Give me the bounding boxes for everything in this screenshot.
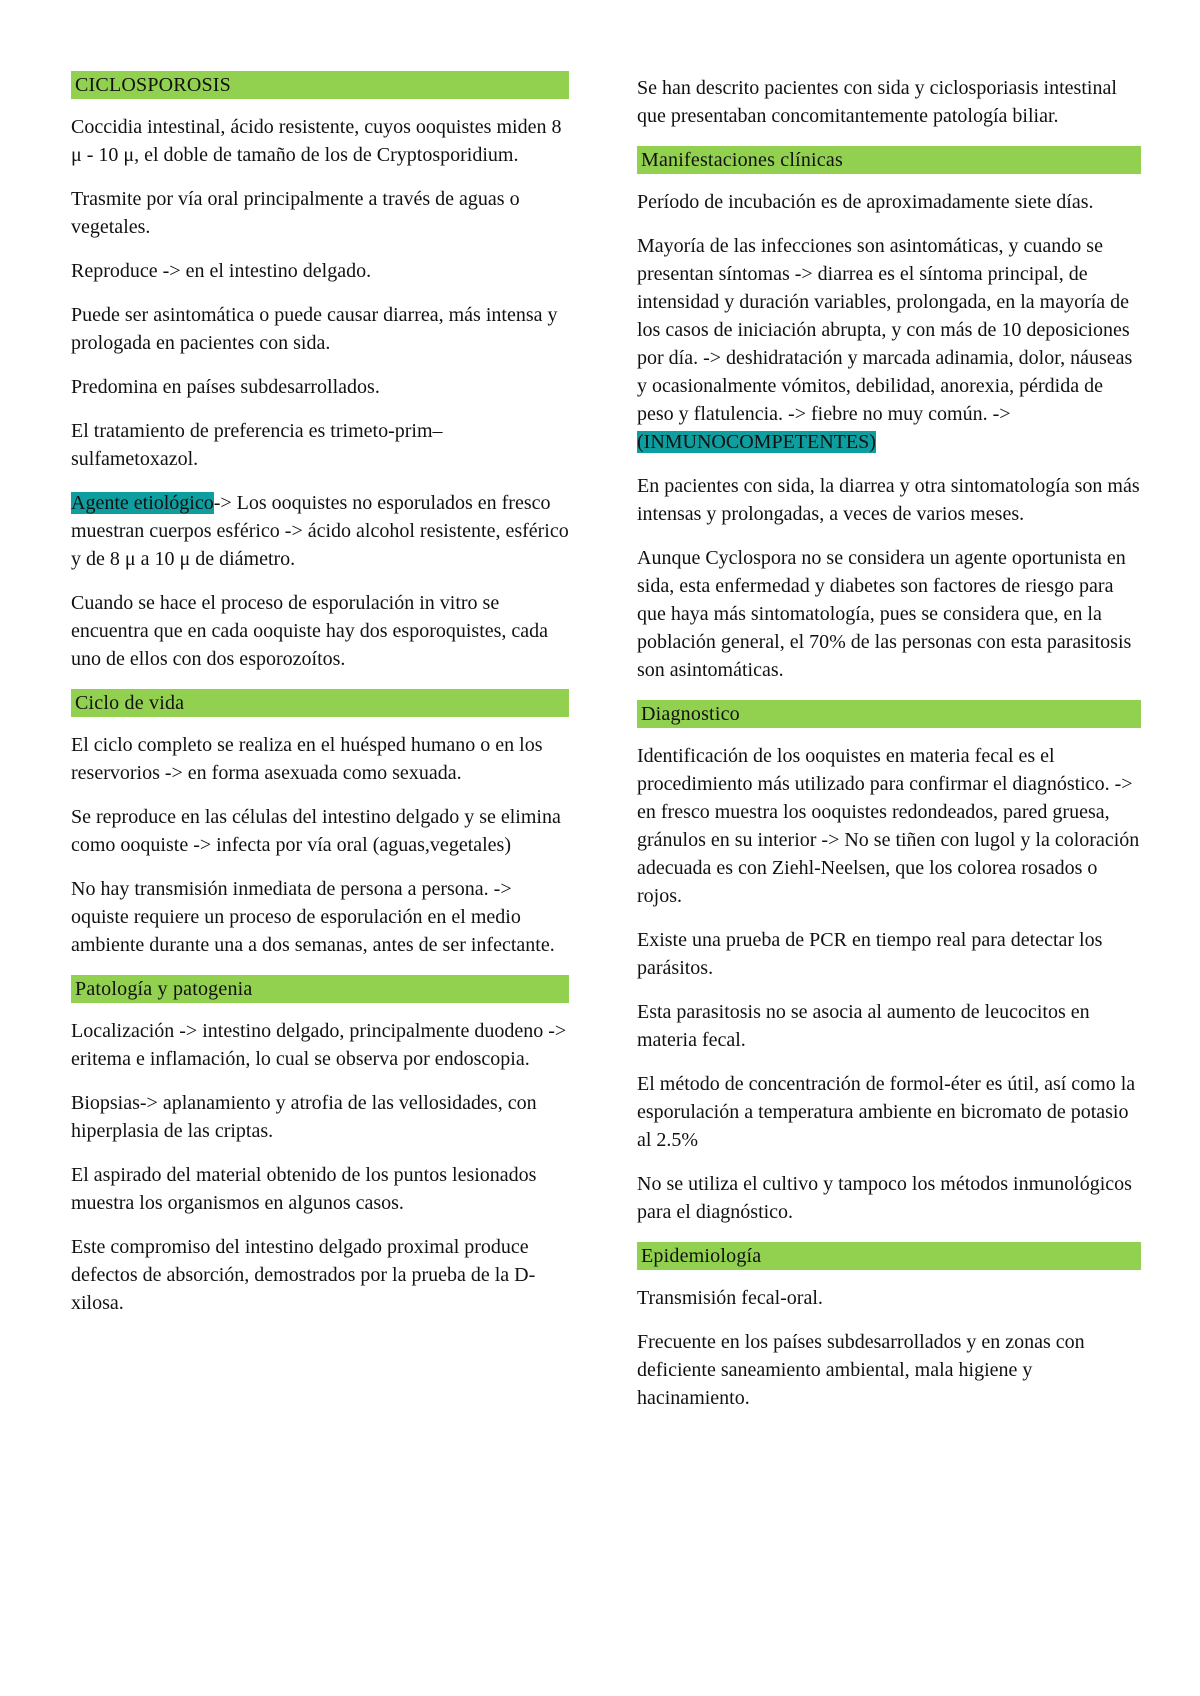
paragraph: Localización -> intestino delgado, principalmente duodeno -> eritema e inflamación, lo cual se observa por endoscopia. <box>71 1020 567 1070</box>
paragraph: Biopsias-> aplanamiento y atrofia de las vellosidades, con hiperplasia de las criptas. <box>71 1092 537 1142</box>
paragraph: No se utiliza el cultivo y tampoco los métodos inmunológicos para el diagnóstico. <box>637 1173 1132 1223</box>
paragraph: Predomina en países subdesarrollados. <box>71 376 380 398</box>
paragraph: Esta parasitosis no se asocia al aumento de leucocitos en materia fecal. <box>637 1001 1090 1051</box>
paragraph: Se han descrito pacientes con sida y ciclosporiasis intestinal que presentaban concomitantemente patología biliar. <box>637 77 1117 127</box>
section-heading-ciclo-de-vida: Ciclo de vida <box>71 689 569 717</box>
paragraph: Se reproduce en las células del intestino delgado y se elimina como ooquiste -> infecta por vía oral (aguas,vegetales) <box>71 806 561 856</box>
section-heading-epidemiologia: Epidemiología <box>637 1242 1141 1270</box>
paragraph: No hay transmisión inmediata de persona a persona. -> oquiste requiere un proceso de esporulación en el medio ambiente durante una a dos semanas, antes de ser infectante. <box>71 878 555 956</box>
left-column <box>71 71 569 1333</box>
paragraph: Transmisión fecal-oral. <box>637 1287 823 1309</box>
section-heading-patologia: Patología y patogenia <box>71 975 569 1003</box>
section-heading-diagnostico: Diagnostico <box>637 700 1141 728</box>
paragraph: Reproduce -> en el intestino delgado. <box>71 260 372 282</box>
paragraph: Trasmite por vía oral principalmente a través de aguas o vegetales. <box>71 188 520 238</box>
paragraph: En pacientes con sida, la diarrea y otra sintomatología son más intensas y prolongadas, a veces de varios meses. <box>637 475 1140 525</box>
paragraph: Coccidia intestinal, ácido resistente, cuyos ooquistes miden 8 μ - 10 μ, el doble de tamaño de los de Cryptosporidium. <box>71 116 562 166</box>
mayoria-text: Mayoría de las infecciones son asintomáticas, y cuando se presentan síntomas -> diarrea es el síntoma principal, de intensidad y duración variables, prolongada, en la mayoría de los casos de iniciación abrupta, y con más de 10 deposiciones por día. -> deshidratación y marcada adinamia, dolor, náuseas y ocasionalmente vómitos, debilidad, anorexia, pérdida de peso y flatulencia. -> fiebre no muy común. -> <box>637 235 1133 425</box>
paragraph: Aunque Cyclospora no se considera un agente oportunista en sida, esta enfermedad y diabetes son factores de riesgo para que haya más sintomatología, pues se considera que, en la población general, el 70% de las personas con esta parasitosis son asintomáticas. <box>637 547 1132 681</box>
paragraph: Existe una prueba de PCR en tiempo real para detectar los parásitos. <box>637 929 1103 979</box>
paragraph: Este compromiso del intestino delgado proximal produce defectos de absorción, demostrados por la prueba de la D-xilosa. <box>71 1236 536 1314</box>
highlight-inmunocompetentes: (INMUNOCOMPETENTES) <box>637 431 876 453</box>
right-column <box>637 74 1141 1428</box>
paragraph: Frecuente en los países subdesarrollados y en zonas con deficiente saneamiento ambiental, mala higiene y hacinamiento. <box>637 1331 1085 1409</box>
section-heading-manifestaciones: Manifestaciones clínicas <box>637 146 1141 174</box>
section-heading-ciclosporosis: CICLOSPOROSIS <box>71 71 569 99</box>
paragraph: Cuando se hace el proceso de esporulación in vitro se encuentra que en cada ooquiste hay dos esporoquistes, cada uno de ellos con dos esporozoítos. <box>71 592 549 670</box>
paragraph-agente <box>71 489 569 573</box>
paragraph: El aspirado del material obtenido de los puntos lesionados muestra los organismos en algunos casos. <box>71 1164 537 1214</box>
paragraph: El método de concentración de formol-éter es útil, así como la esporulación a temperatura ambiente en bicromato de potasio al 2.5% <box>637 1073 1136 1151</box>
agente-text: -> Los ooquistes no esporulados en fresco muestran cuerpos esférico -> ácido alcohol resistente, esférico y de 8 μ a 10 μ de diámetro. <box>71 492 569 570</box>
paragraph: El ciclo completo se realiza en el huésped humano o en los reservorios -> en forma asexuada como sexuada. <box>71 734 543 784</box>
paragraph-mayoria <box>637 232 1141 456</box>
paragraph: Identificación de los ooquistes en materia fecal es el procedimiento más utilizado para confirmar el diagnóstico. -> en fresco muestra los ooquistes redondeados, pared gruesa, gránulos en su interior -> No se tiñen con lugol y la coloración adecuada es con Ziehl-Neelsen, que los colorea rosados o rojos. <box>637 745 1140 907</box>
paragraph: Puede ser asintomática o puede causar diarrea, más intensa y prologada en pacientes con sida. <box>71 304 558 354</box>
paragraph: El tratamiento de preferencia es trimeto-prim–sulfametoxazol. <box>71 420 443 470</box>
paragraph: Período de incubación es de aproximadamente siete días. <box>637 191 1094 213</box>
highlight-agente-etiologico: Agente etiológico <box>71 492 214 514</box>
